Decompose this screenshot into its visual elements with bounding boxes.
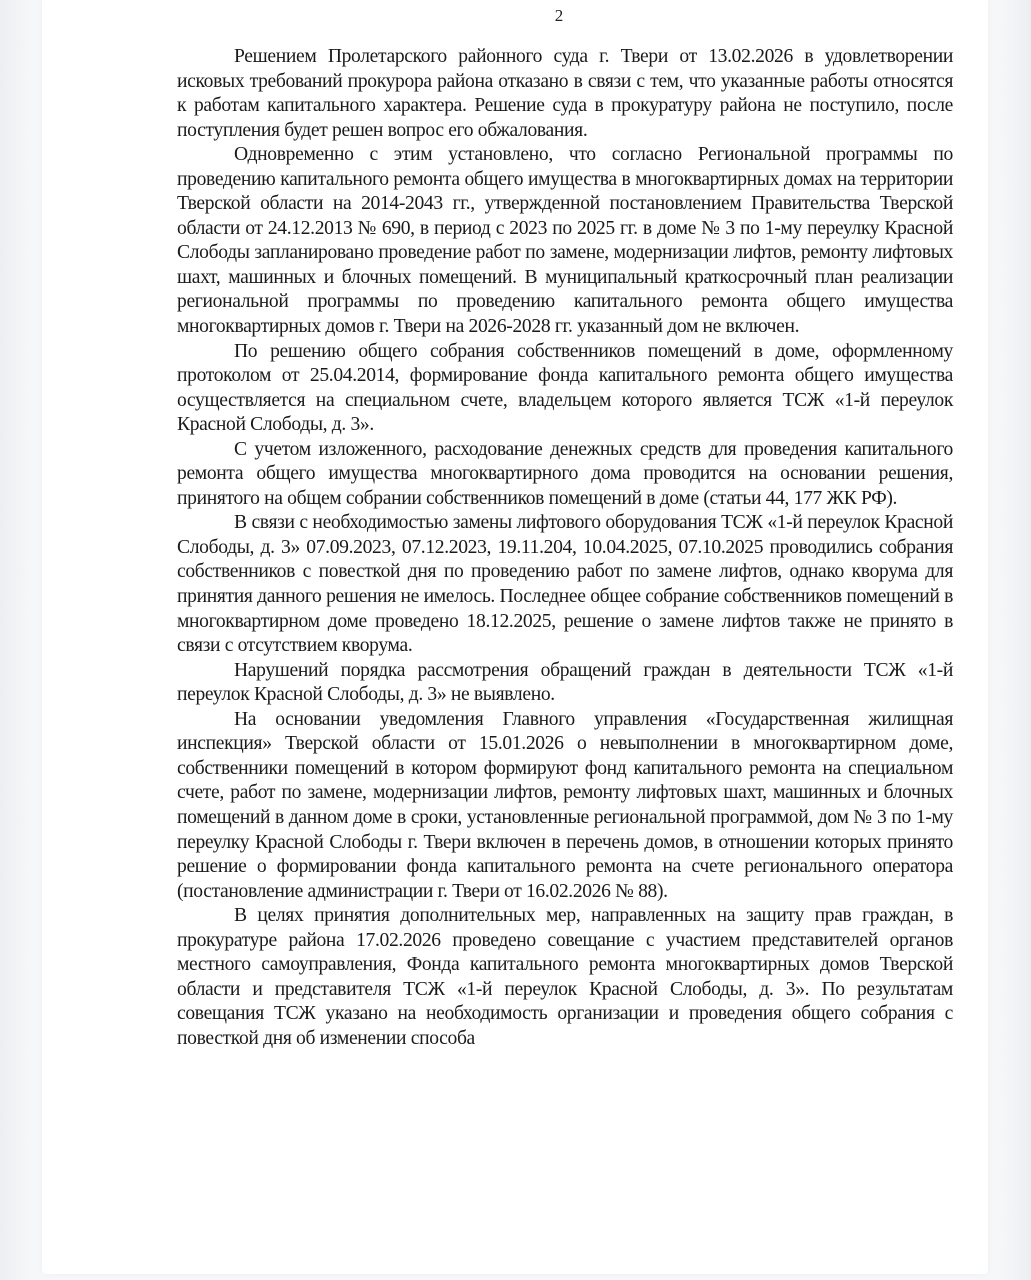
page-number: 2: [554, 6, 564, 25]
paragraph-elevator-replacement-meetings: В связи с необходимостью замены лифтового оборудования ТСЖ «1-й переулок Красной Слободы, д. 3» 07.09.2023, 07.12.2023, 19.11.204, 10.04.2025, 07.10.2025 проводились собрания собственников с повесткой дня по проведению работ по замене лифтов, однако кворума для принятия данного решения не имелось. Последнее общее собрание собственников помещений в многоквартирном доме проведено 18.12.2025, решение о замене лифтов также не принято в связи с отсутствием кворума.: [177, 512, 953, 657]
paragraph-spending-funds: С учетом изложенного, расходование денежных средств для проведения капитального ремонта общего имущества многоквартирного дома проводится на основании решения, принятого на общем собрании собственников помещений в доме (статьи 44, 177 ЖК РФ).: [177, 438, 953, 509]
paragraph-no-violations: Нарушений порядка рассмотрения обращений граждан в деятельности ТСЖ «1-й переулок Красной Слободы, д. 3» не выявлено.: [177, 659, 953, 706]
document-body: [177, 45, 953, 1051]
paragraph-regional-program: Одновременно с этим установлено, что согласно Региональной программы по проведению капитального ремонта общего имущества в многоквартирных домах на территории Тверской области на 2014-2043 гг., утвержденной постановлением Правительства Тверской области от 24.12.2013 № 690, в период с 2023 по 2025 гг. в доме № 3 по 1-му переулку Красной Слободы запланировано проведение работ по замене, модернизации лифтов, ремонту лифтовых шахт, машинных и блочных помещений. В муниципальный краткосрочный план реализации региональной программы по проведению капитального ремонта общего имущества многоквартирных домов г. Твери на 2026-2028 гг. указанный дом не включен.: [177, 144, 953, 338]
paragraph-court-decision: Решением Пролетарского районного суда г. Твери от 13.02.2026 в удовлетворении исковых требований прокурора района отказано в связи с тем, что указанные работы относятся к работам капитального характера. Решение суда в прокуратуру района не поступило, после поступления будет решен вопрос его обжалования.: [177, 46, 953, 141]
paragraph-owners-meeting-decision: По решению общего собрания собственников помещений в доме, оформленному протоколом от 25.04.2014, формирование фонда капитального ремонта общего имущества осуществляется на специальном счете, владельцем которого является ТСЖ «1-й переулок Красной Слободы, д. 3».: [177, 340, 953, 436]
paragraph-prosecutor-meeting: В целях принятия дополнительных мер, направленных на защиту прав граждан, в прокуратуре района 17.02.2026 проведено совещание с участием представителей органов местного самоуправления, Фонда капитального ремонта многоквартирных домов Тверской области и представителя ТСЖ «1-й переулок Красной Слободы, д. 3». По результатам совещания ТСЖ указано на необходимость организации и проведения общего собрания с повесткой дня об изменении способа: [177, 905, 953, 1049]
paragraph-housing-inspection-notice: На основании уведомления Главного управления «Государственная жилищная инспекция» Тверской области от 15.01.2026 о невыполнении в многоквартирном доме, собственники помещений в котором формируют фонд капитального ремонта на специальном счете, работ по замене, модернизации лифтов, ремонту лифтовых шахт, машинных и блочных помещений в данном доме в сроки, установленные региональной программой, дом № 3 по 1-му переулку Красной Слободы г. Твери включен в перечень домов, в отношении которых принято решение о формировании фонда капитального ремонта на счете регионального оператора (постановление администрации г. Твери от 16.02.2026 № 88).: [177, 708, 953, 902]
document-page: [42, 0, 988, 1274]
